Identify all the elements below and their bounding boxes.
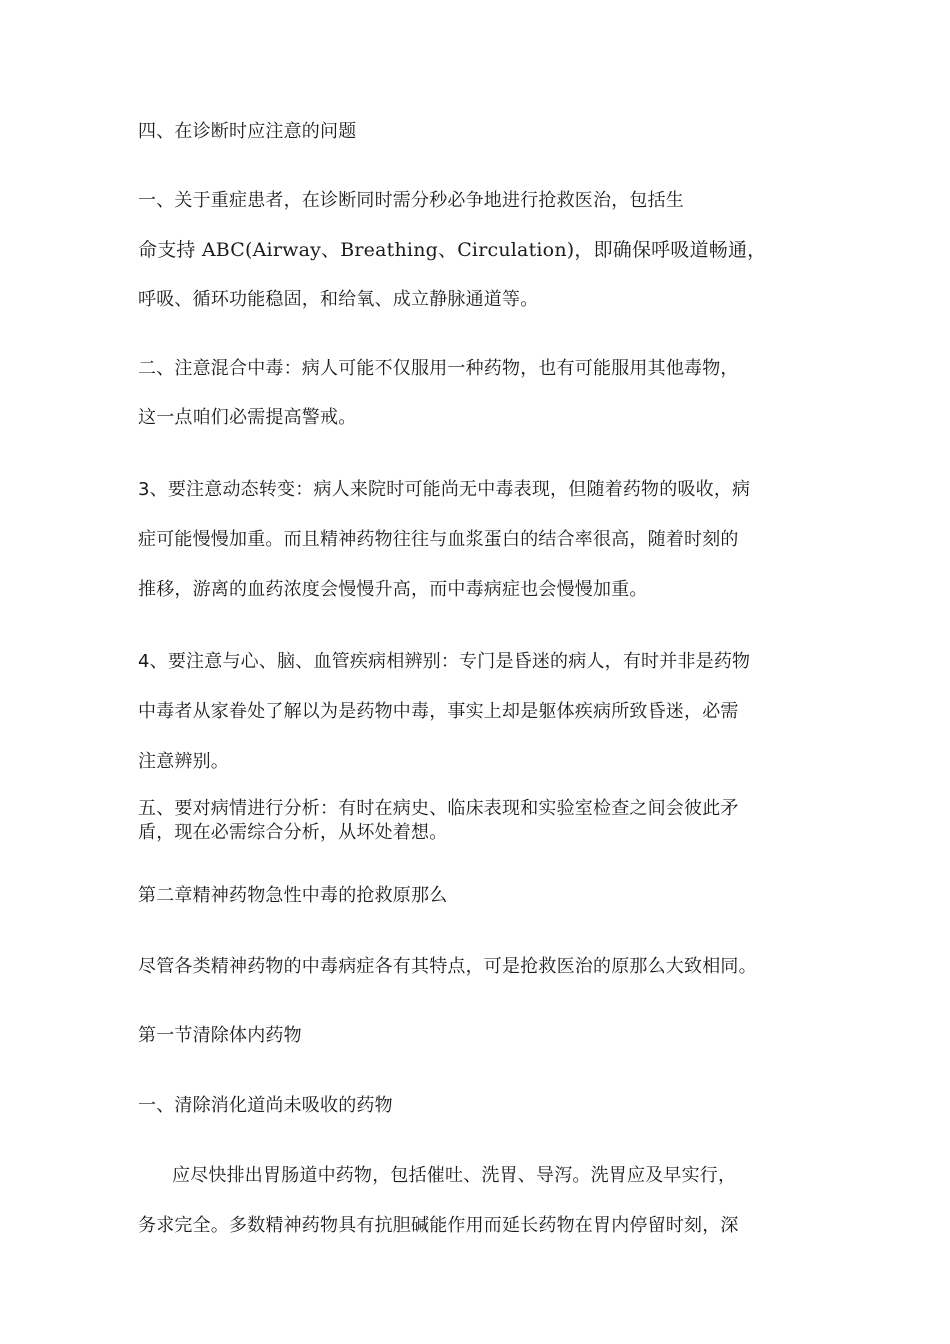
paragraph-line: 应尽快排出胃肠道中药物，包括催吐、洗胃、导泻。洗胃应及早实行， [172, 1165, 737, 1186]
paragraph-line: 尽管各类精神药物的中毒病症各有其特点，可是抢救医治的原那么大致相同。 [138, 956, 757, 977]
chapter-title: 第二章精神药物急性中毒的抢救原那么 [138, 885, 448, 906]
paragraph-line: 一、关于重症患者，在诊断同时需分秒必争地进行抢救医治，包括生 [138, 190, 684, 211]
subsection-title: 一、清除消化道尚未吸收的药物 [138, 1095, 393, 1116]
paragraph-line: 注意辨别。 [138, 751, 229, 772]
section-title: 第一节清除体内药物 [138, 1025, 302, 1046]
paragraph-line: 务求完全。多数精神药物具有抗胆碱能作用而延长药物在胃内停留时刻，深 [138, 1215, 739, 1236]
paragraph-line: 呼吸、循环功能稳固，和给氧、成立静脉通道等。 [138, 289, 539, 310]
paragraph-line: 二、注意混合中毒：病人可能不仅服用一种药物，也有可能服用其他毒物， [138, 358, 739, 379]
paragraph-line: 命支持 ABC(Airway、Breathing、Circulation)，即确保呼吸道畅通， [138, 239, 767, 261]
paragraph-line: 3、要注意动态转变：病人来院时可能尚无中毒表现，但随着药物的吸收，病 [138, 479, 751, 500]
paragraph-line: 盾，现在必需综合分析，从坏处着想。 [138, 822, 448, 843]
section-heading: 四、在诊断时应注意的问题 [138, 121, 357, 142]
paragraph-line: 推移，游离的血药浓度会慢慢升高，而中毒病症也会慢慢加重。 [138, 579, 648, 600]
paragraph-line: 症可能慢慢加重。而且精神药物往往与血浆蛋白的结合率很高，随着时刻的 [138, 529, 739, 550]
paragraph-line: 中毒者从家眷处了解以为是药物中毒，事实上却是躯体疾病所致昏迷，必需 [138, 701, 739, 722]
paragraph-line: 五、要对病情进行分析：有时在病史、临床表现和实验室检查之间会彼此矛 [138, 798, 739, 819]
paragraph-line: 这一点咱们必需提高警戒。 [138, 407, 357, 428]
paragraph-line: 4、要注意与心、脑、血管疾病相辨别：专门是昏迷的病人，有时并非是药物 [138, 651, 751, 672]
